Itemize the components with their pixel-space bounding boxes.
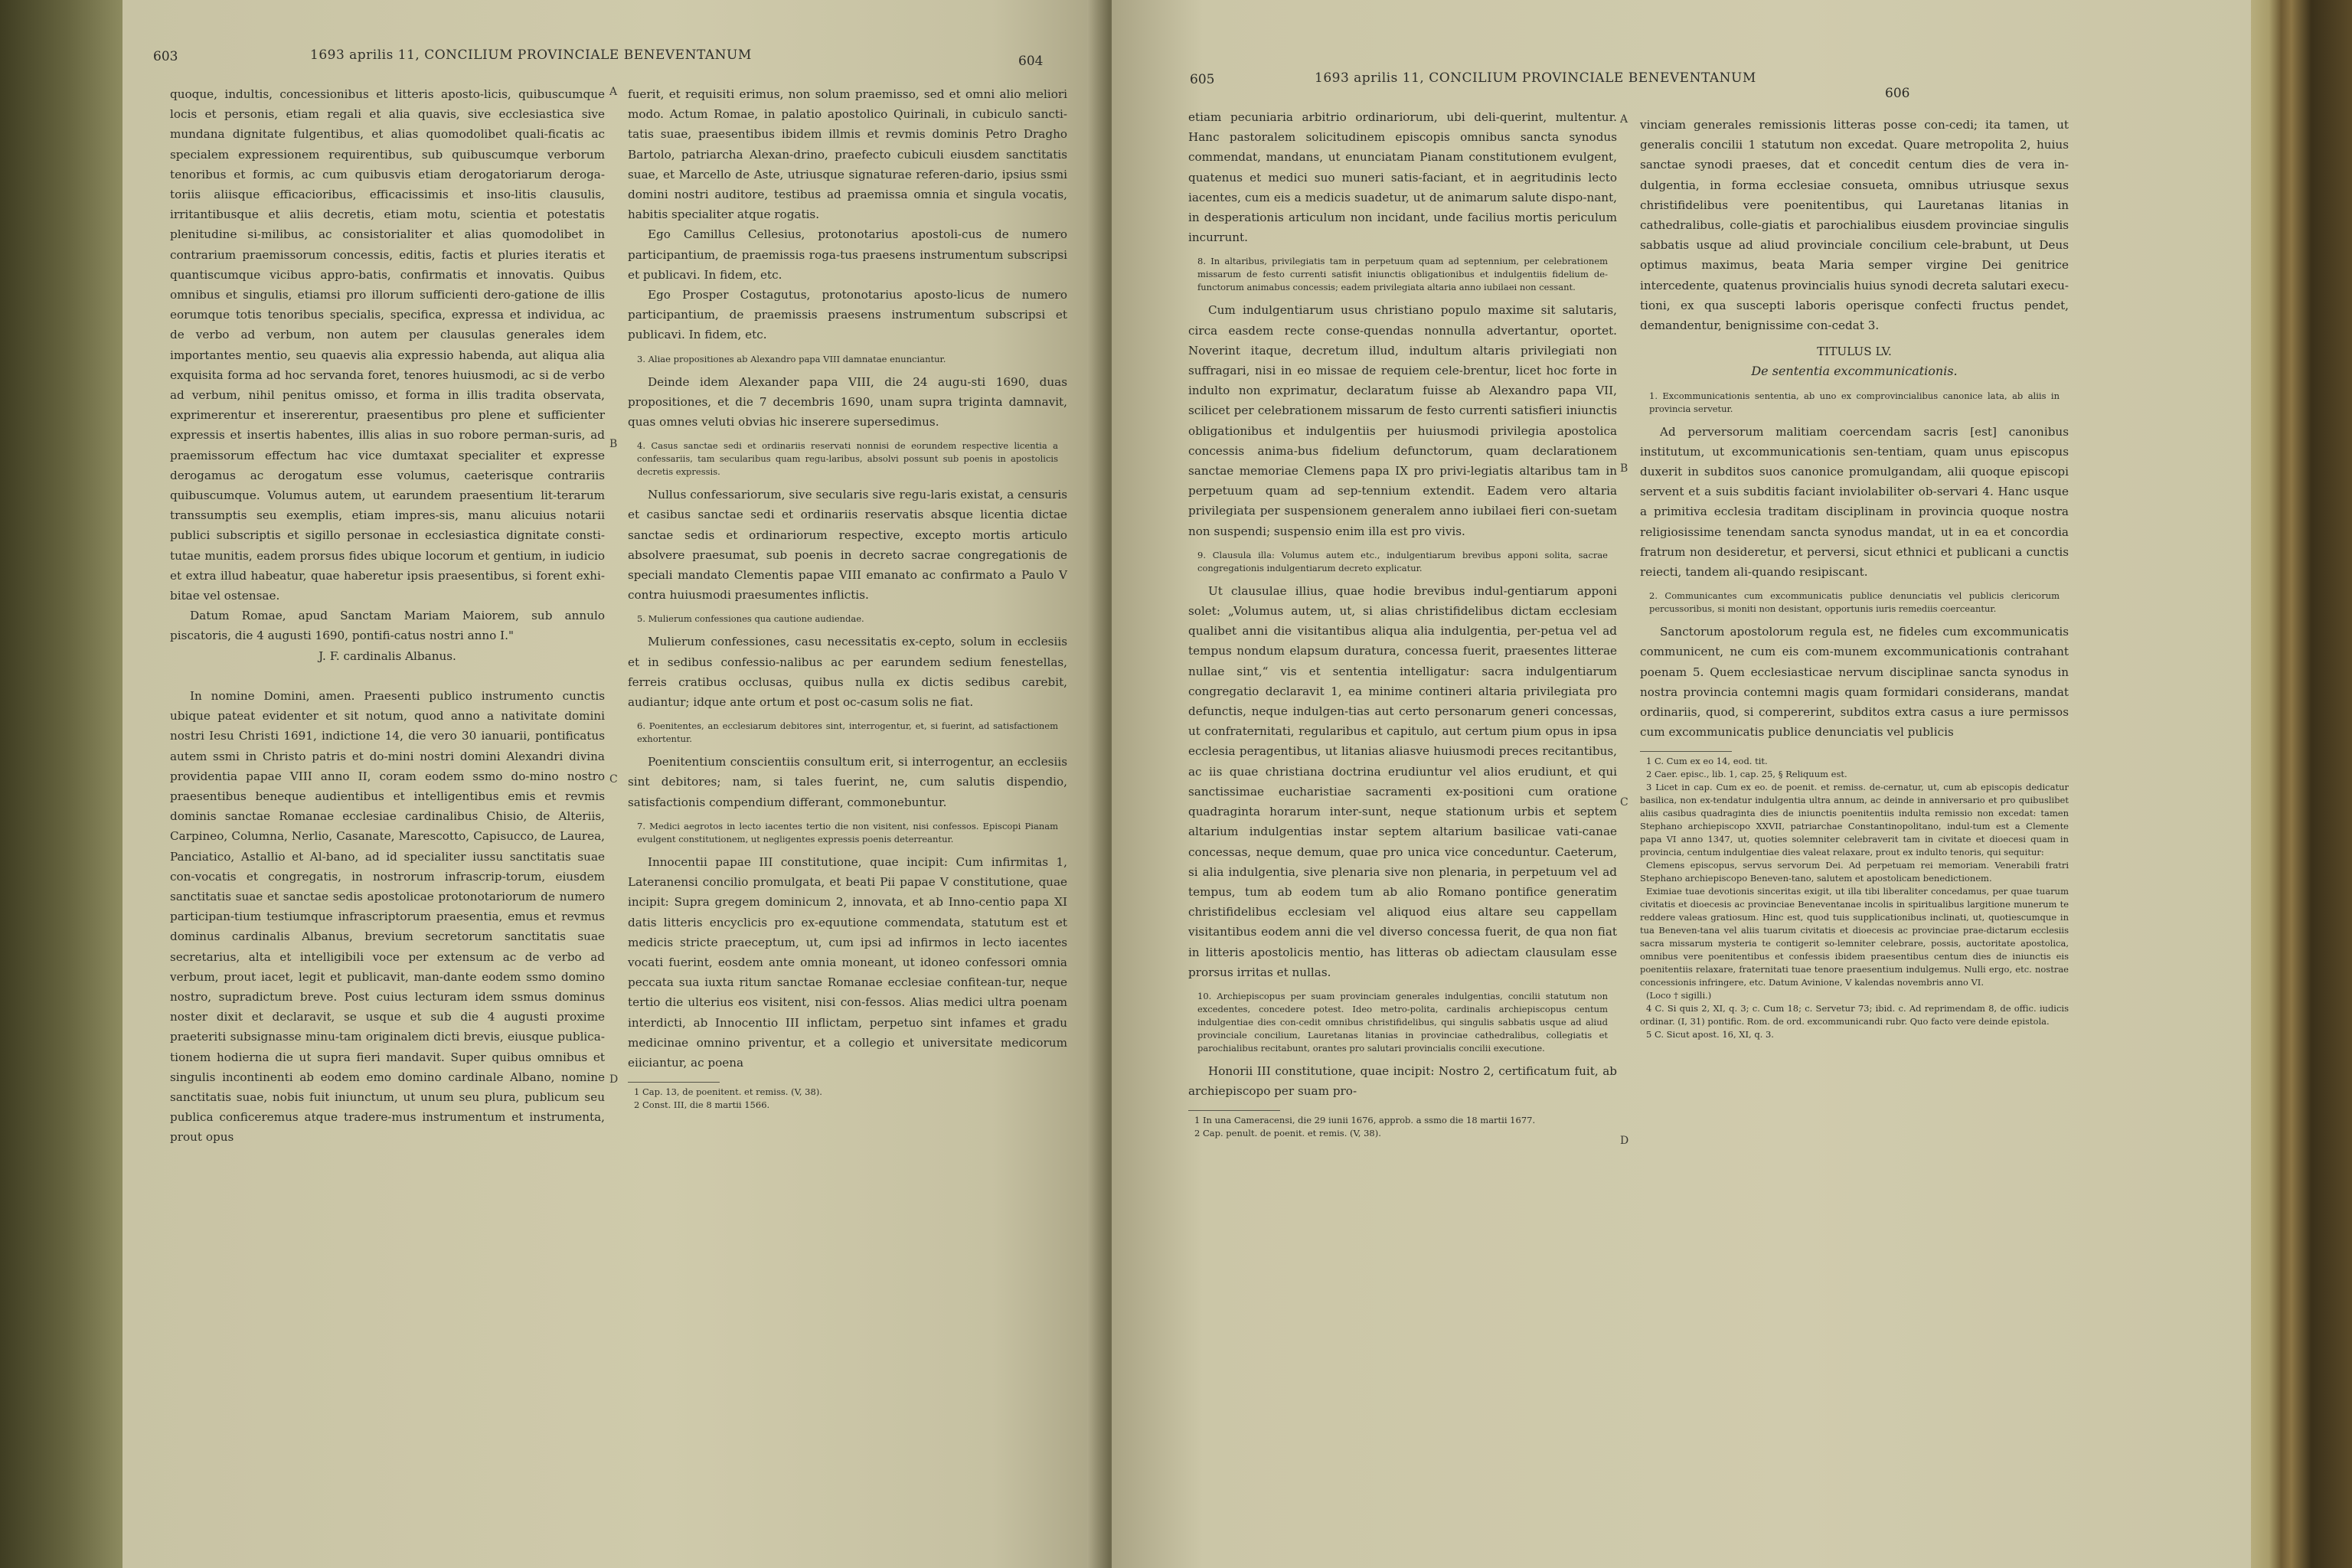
section-summary: 3. Aliae propositiones ab Alexandro papa VIII damnatae enunciantur. (637, 353, 946, 364)
right-page-column-2 (1640, 115, 2069, 1041)
section-summary: 8. In altaribus, privilegiatis tam in perpetuum quam ad septennium, per celebrationem missarum de festo currenti satisfit iniunctis obligationibus et indulgentiis fidelium de-functorum animabus concessis; eadem privilegiata altaria anno iubilaei non cessant. (1197, 256, 1608, 293)
section-summary: 10. Archiepiscopus per suam provinciam generales indulgentias, concilii statutum non excedentes, concedere potest. Ideo metro-polita, cardinalis archiepiscopus centum indulgentiae dies con-cedit omnibus christifidelibus, qui singulis sabbatis usque ad aliud provinciale concilium, Lauretanas litanias in provinciae cathedralibus, collegiatis et parochialibus recitabunt, orantes pro salutari provincialis concilii executione. (1197, 990, 1608, 1054)
paragraph: Datum Romae, apud Sanctam Mariam Maiorem, sub annulo piscatoris, die 4 augusti 1690, pontifi-catus nostri anno I." (170, 609, 605, 643)
title-subheading: De sententia excommunicationis. (1751, 364, 1958, 379)
book-right-edge (2251, 0, 2352, 1568)
footnote: (Loco † sigilli.) (1646, 990, 1712, 1001)
page-number-604: 604 (1018, 54, 1044, 69)
paragraph: Nullus confessariorum, sive secularis sive regu-laris existat, a censuris et casibus sanctae sedi et ordinariis reservatis absque licentia dictae sanctae sedis et ordinariorum respective, excepto mortis articulo absolvere praesumat, sub poenis in decreto sacrae congregationis de speciali mandato Clementis papae VIII emanato ac confirmato a Paulo V contra huiusmodi praesumentes inflictis. (628, 488, 1067, 603)
paragraph: fuerit, et requisiti erimus, non solum praemisso, sed et omni alio meliori modo. Actum Romae, in palatio apostolico Quirinali, in cubiculo sancti-tatis suae, praesentibus ibidem illmis et revmis dominis Petro Dragho Bartolo, patriarcha Alexan-drino, praefecto cubiculi eiusdem sanctitatis suae, et Marcello de Aste, utriusque signaturae referen-dario, ipsius ssmi domini nostri auditore, testibus ad praemissa omnia et singula vocatis, habitis specialiter atque rogatis. (628, 87, 1067, 222)
left-page (122, 0, 1110, 1568)
left-page-column-2 (628, 84, 1067, 1112)
paragraph: Ad perversorum malitiam coercendam sacris [est] canonibus institutum, ut excommunicationis sen-tentiam, quam unus episcopus duxerit in subditos suos canonice promulgandam, alii quoque episcopi servent et a suis subditis faciant inviolabiliter ob-servari 4. Hanc usque a primitiva ecclesia traditam disciplinam in provincia quoque nostra religiosissime tenendam sancta synodus mandat, ut in ea et concordia fratrum non desideretur, et perversi, sicut ethnici et publicani a cunctis reiecti, tandem ali-quando resipiscant. (1640, 424, 2069, 580)
footnote: 1 Cap. 13, de poenitent. et remiss. (V, 38). (634, 1086, 822, 1098)
paragraph: vinciam generales remissionis litteras posse con-cedi; ita tamen, ut generalis concilii 1 statutum non excedat. Quare metropolita 2, huius sanctae synodi praeses, dat et concedit centum dies de vera in-dulgentia, in forma ecclesiae consueta, omnibus utriusque sexus christifidelibus vere poenitentibus, qui Lauretanas litanias in cathedralibus, colle-giatis et parochialibus eiusdem provinciae singulis sabbatis usque ad aliud provinciale concilium cele-brabunt, ut Deus optimus maximus, beata Maria semper virgine Dei genitrice intercedente, quatenus provincialis huius synodi decreta salutari execu-tioni, ex qua suscepti laboris operisque confecti fructus pendet, demandentur, benignissime con-cedat 3. (1640, 118, 2069, 333)
paragraph: etiam pecuniaria arbitrio ordinariorum, ubi deli-querint, multentur. Hanc pastoralem solicitudinem episcopis omnibus sancta synodus commendat, mandans, ut enunciatam Pianam constitutionem evulgent, quatenus et medici suo muneri satis-faciant, et in aegritudinis lecto iacentes, cum eis a medicis suadetur, ut de animarum salute dispo-nant, in desperationis articulum non incidant, unde facilius mortis periculum incurrunt. (1188, 110, 1617, 245)
footnote: 2 Caer. episc., lib. 1, cap. 25, § Reliquum est. (1646, 769, 1847, 780)
footnote-rule (1188, 1110, 1280, 1111)
signature: J. F. cardinalis Albanus. (318, 648, 456, 663)
left-page-running-head: 1693 aprilis 11, CONCILIUM PROVINCIALE BENEVENTANUM (310, 47, 752, 63)
title-heading: TITULUS LV. (1817, 345, 1892, 359)
section-summary: 1. Excommunicationis sententia, ab uno ex comprovincialibus canonice lata, ab aliis in provincia servetur. (1649, 390, 2060, 414)
paragraph: Ego Prosper Costagutus, protonotarius aposto-licus de numero participantium, de praemissis praesens instrumentum subscripsi et publicavi. In fidem, etc. (628, 288, 1067, 342)
paragraph: Deinde idem Alexander papa VIII, die 24 augu-sti 1690, duas propositiones, et die 7 decembris 1690, unam supra triginta damnavit, quas omnes veluti obvias hic inserere supersedimus. (628, 374, 1067, 430)
footnote-rule (628, 1082, 720, 1083)
right-page-running-head: 1693 aprilis 11, CONCILIUM PROVINCIALE BENEVENTANUM (1315, 70, 1756, 86)
section-summary: 2. Communicantes cum excommunicatis publice denunciatis vel publicis clericorum percussoribus, si moniti non desistant, opportunis iuris remediis coerceantur. (1649, 590, 2060, 615)
paragraph: Sanctorum apostolorum regula est, ne fideles cum excommunicatis communicent, ne cum eis com-munem excommunicationis contrahant poenam 5. Quem ecclesiasticae nervum disciplinae sancta synodus in nostra provincia contemni magis quam formidari considerans, mandat ordinariis, quod, si compererint, subditos extra casus a iure permissos cum excommunicatis publice denunciatis vel publicis (1640, 625, 2069, 740)
footnote: Clemens episcopus, servus servorum Dei. Ad perpetuam rei memoriam. Venerabili fratri Stephano archiepiscopo Beneven-tano, salutem et apostolicam benedictionem. (1640, 860, 2069, 884)
page-number-606: 606 (1885, 86, 1910, 101)
book-left-edge (0, 0, 122, 1568)
footnotes (628, 1086, 1067, 1112)
margin-letter-a: A (609, 86, 618, 98)
footnote: 2 Cap. penult. de poenit. et remis. (V, 38). (1194, 1128, 1381, 1139)
paragraph: Cum indulgentiarum usus christiano populo maxime sit salutaris, circa easdem recte conse-quendas nonnulla advertantur, oportet. Noverint itaque, decretum illud, indultum altaris privilegiati non suffragari, nisi in eo missae de requiem cele-brentur, licet hoc forte in indulto non exprimatur, declaratum fuisse ab Alexandro papa VII, scilicet per celebrationem missarum de festo currenti satisfieri iniunctis obligationibus et indulgentiis per huiusmodi privilegia apostolica concessis anima-bus fidelium defunctorum, quam declarationem sanctae memoriae Clemens papa IX pro privi-legiatis altaribus tam in perpetuum quam ad sep-tennium extendit. Eadem vero altaria privilegiata per suspensionem generalem anno iubilaei fieri con-suetam non suspendi; suspensio enim illa est pro vivis. (1188, 303, 1617, 538)
footnote-rule (1640, 751, 1732, 752)
page-number-603: 603 (153, 49, 178, 64)
footnotes (1640, 755, 2069, 1041)
paragraph: quoque, indultis, concessionibus et litteris aposto-licis, quibuscumque locis et personis, etiam regali et alia quavis, sive ecclesiastica sive mundana dignitate fulgentibus, et alias quomodolibet quali-ficatis ac specialem expressionem requirentibus, sub quibuscumque verborum tenoribus et formis, ac cum quibusvis etiam derogatoriarum deroga-toriis aliisque efficacioribus, efficacissimis et inso-litis clausulis, irritantibusque et aliis decretis, etiam motu, scientia et potestatis plenitudine si-milibus, ac consistorialiter et alias quomodolibet in contrarium praemissorum concessis, editis, factis et pluries iteratis et quantiscumque vicibus appro-batis, confirmatis et innovatis. Quibus omnibus et singulis, etiamsi pro illorum sufficienti dero-gatione de illis eorumque totis tenoribus specialis, specifica, expressa et individua, ac de verbo ad verbum, non autem per clausulas generales idem importantes mentio, seu quaevis alia expressio habenda, aut aliqua alia exquisita forma ad hoc servanda foret, tenores huiusmodi, ac si de verbo ad verbum, nihil penitus omisso, et forma in illis tradita observata, exprimerentur et insererentur, praesentibus pro plene et sufficienter expressis et insertis habentes, illis alias in suo robore perman-suris, ad praemissorum effectum hac vice dumtaxat specialiter et expresse derogamus ac derogatum esse volumus, caeterisque contrariis quibuscumque. Volumus autem, ut earundem praesentium lit-terarum transsumptis seu exemplis, etiam impres-sis, manu alicuius notarii publici subscriptis et sigillo personae in ecclesiastica dignitate consti-tutae munitis, eadem prorsus fides ubique locorum et gentium, in iudicio et extra illud habeatur, quae haberetur ipsis praesentibus, si forent exhi-bitae vel ostensae. (170, 87, 605, 603)
footnote: 1 In una Cameracensi, die 29 iunii 1676, approb. a ssmo die 18 martii 1677. (1194, 1115, 1536, 1126)
footnote: Eximiae tuae devotionis sinceritas exigit, ut illa tibi liberaliter concedamus, per quae tuarum civitatis et dioecesis ac provinciae Beneventanae incolis in spiritualibus largitione munerum te reddere valeas gratiosum. Hinc est, quod tuis supplicationibus inclinati, ut, quotiescumque in tua Beneven-tana vel aliis tuarum civitatis et dioecesis ac provinciae prae-dictarum ecclesiis sacra missarum mysteria te contigerit so-lemniter celebrare, possis, auctoritate apostolica, omnibus vere poenitentibus et confessis ibidem praesentibus centum dies de iniunctis eis poenitentiis relaxare, fraternitati tuae tenore praesentium indulgemus. Nulli ergo, etc. nostrae concessionis infringere, etc. Datum Avinione, V kalendas novembris anno VI. (1640, 886, 2069, 988)
footnotes (1188, 1114, 1617, 1140)
section-summary: 4. Casus sanctae sedi et ordinariis reservati nonnisi de eorundem respective licentia a confessariis, tam secularibus quam regu-laribus, absolvi possunt sub poenis in apostolicis decretis expressis. (637, 440, 1058, 478)
right-page (1112, 0, 2252, 1568)
paragraph: Poenitentium conscientiis consultum erit, si interrogentur, an ecclesiis sint debitores; nam, si tales fuerint, ne, cum salutis dispendio, satisfactionis compendium differant, commonebuntur. (628, 755, 1067, 809)
section-summary: 5. Mulierum confessiones qua cautione audiendae. (637, 613, 864, 625)
footnote: 3 Licet in cap. Cum ex eo. de poenit. et remiss. de-cernatur, ut, cum ab episcopis dedicatur basilica, non ex-tendatur indulgentia ultra annum, ac deinde in anniversario et pro quibuslibet aliis casibus quadraginta dies de iniunctis poenitentiis indulta remissio non excedat: tamen Stephano archiepiscopo XXVII, patriarchae Constantinopolitano, indul-tum est a Clemente papa VI anno 1347, ut, quoties solemniter celebraverit tam in civitate et dioecesi quam in provincia, centum indulgentiae dies valeat relaxare, prout ex indulto tenoris, qui sequitur: (1640, 782, 2069, 858)
margin-letter-d: D (1620, 1135, 1629, 1147)
margin-letter-c: C (1620, 796, 1628, 808)
section-summary: 7. Medici aegrotos in lecto iacentes tertio die non visitent, nisi confessos. Episcopi Pianam evulgent constitutionem, ut negligentes expressis poenis deterreantur. (637, 820, 1058, 844)
footnote: 5 C. Sicut apost. 16, XI, q. 3. (1646, 1029, 1774, 1040)
paragraph: Mulierum confessiones, casu necessitatis ex-cepto, solum in ecclesiis et in sedibus confessio-nalibus ac per earundem sedium fenestellas, ferreis cratibus occlusas, quibus nulla ex dictis sedibus carebit, audiantur; idque ante ortum et post oc-casum solis ne fiat. (628, 635, 1067, 710)
paragraph: Ego Camillus Cellesius, protonotarius apostoli-cus de numero participantium, de praemissis roga-tus praesens instrumentum subscripsi et publicavi. In fidem, etc. (628, 227, 1067, 282)
paragraph: In nomine Domini, amen. Praesenti publico instrumento cunctis ubique pateat evidenter et sit notum, quod anno a nativitate domini nostri Iesu Christi 1691, indictione 14, die vero 30 ianuarii, pontificatus autem ssmi in Christo patris et do-mini nostri domini Alexandri divina providentia papae VIII anno II, coram eodem ssmo do-mino nostro praesentibus beneque audientibus et intelligentibus emis et revmis dominis sanctae Romanae ecclesiae cardinalibus Chisio, de Alteriis, Carpineo, Columna, Nerlio, Casanate, Marescotto, Capisucco, de Laurea, Panciatico, Astallio et Al-bano, ad id specialiter iussu sanctitatis suae con-vocatis et congregatis, in nostrorum infrascrip-torum, eiusdem sanctitatis suae et sanctae sedis apostolicae protonotariorum de numero participan-tium testiumque infrascriptorum praesentia, emus et revmus dominus cardinalis Albanus, brevium secretorum sanctitatis suae secretarius, alta et intelligibili voce per extensum ac de verbo ad verbum, prout iacet, legit et publicavit, man-dante eodem ssmo domino nostro, supradictum breve. Post cuius lecturam idem ssmus dominus noster dixit et declaravit, se usque et sub die 4 augusti proxime praeteriti subsignasse minu-tam originalem dicti brevis, eiusque publica-tionem hodierna die ut supra fieri mandavit. Super quibus omnibus et singulis incontinenti ab eodem emo domino cardinale Albano, nomine sanctitatis suae, nobis fuit iniunctum, ut unum seu plura, publicum seu publica conficeremus atque tradere-mus instrumentum et instrumenta, prout opus (170, 688, 605, 1145)
section-summary: 9. Clausula illa: Volumus autem etc., indulgentiarum brevibus apponi solita, sacrae congregationis indulgentiarum decreto explicatur. (1197, 549, 1608, 573)
right-page-column-1 (1188, 107, 1617, 1140)
page-number-605: 605 (1190, 72, 1215, 87)
paragraph: Ut clausulae illius, quae hodie brevibus indul-gentiarum apponi solet: „Volumus autem, ut, si alias christifidelibus dictam ecclesiam qualibet anni die visitantibus aliqua alia indulgentia, per-petua vel ad tempus nondum elapsum duratura, concessa fuerit, praesentes litterae nullae sint,“ vis et sententia intelligatur: sacra indulgentiarum congregatio declaravit 1, ea minime contineri altaria privilegiata pro defunctis, neque indulgen-tias aut certo personarum generi concessas, ut confraternitati, regularibus et capitulo, aut certum pium opus in ipsa ecclesia peragentibus, ut litanias aliasve huiusmodi preces recitantibus, ac iis quae christiana doctrina erudiuntur vel alios erudiunt, et qui sanctissimae eucharistiae sacramenti ex-positioni cum oratione quadraginta horarum inter-sunt, neque stationum urbis et septem altarium indulgentias instar septem altarium basilicae vati-canae concessas, neque demum, quae pro unica vice conceduntur. Caeterum, si alia indulgentia, sive plenaria sive non plenaria, in perpetuum vel ad tempus, tum ab eodem tum ab alio Romano pontifice generatim christifidelibus ecclesiam vel aliquod eius altare seu cappellam visitantibus eodem anni die vel diverso concessa fuerit, de qua non fiat in litteris apostolicis mentio, has litteras ob adiectam clausulam esse prorsus irritas et nullas. (1188, 583, 1617, 979)
margin-letter-c: C (609, 773, 618, 786)
footnote: 4 C. Si quis 2, XI, q. 3; c. Cum 18; c. Servetur 73; ibid. c. Ad reprimendam 8, de offic. iudicis ordinar. (I, 31) pontific. Rom. de ord. excommunicandi rubr. Quo facto vere deinde epistola. (1640, 1003, 2069, 1027)
footnote: 2 Const. III, die 8 martii 1566. (634, 1099, 770, 1111)
margin-letter-a: A (1620, 113, 1628, 126)
paragraph: Innocentii papae III constitutione, quae incipit: Cum infirmitas 1, Lateranensi concilio promulgata, et beati Pii papae V constitutione, quae incipit: Supra gregem dominicum 2, innovata, et ab Inno-centio papa XI datis litteris encyclicis pro ex-equutione commendata, statutum est et medicis stricte praeceptum, ut, cum ipsi ad infirmos in lecto iacentes vocati fuerint, eosdem ante omnia moneant, ut idoneo confessori omnia peccata sua iuxta ritum sanctae Romanae ecclesiae confitean-tur, neque tertio die ulterius eos visitent, nisi con-fessos. Alias medici ultra poenam interdicti, ab Innocentio III inflictam, perpetuo sint infames et gradu medicinae omnino priventur, et a collegio et universitate medicorum eiiciantur, ac poena (628, 854, 1067, 1070)
margin-letter-b: B (1620, 462, 1628, 475)
left-page-column-1 (170, 84, 605, 1148)
footnote: 1 C. Cum ex eo 14, eod. tit. (1646, 756, 1768, 767)
section-summary: 6. Poenitentes, an ecclesiarum debitores sint, interrogentur, et, si fuerint, ad satisfactionem exhortentur. (637, 720, 1058, 745)
margin-letter-b: B (609, 438, 618, 450)
margin-letter-d: D (609, 1073, 619, 1086)
paragraph: Honorii III constitutione, quae incipit: Nostro 2, certificatum fuit, ab archiepiscopo per suam pro- (1188, 1063, 1617, 1099)
